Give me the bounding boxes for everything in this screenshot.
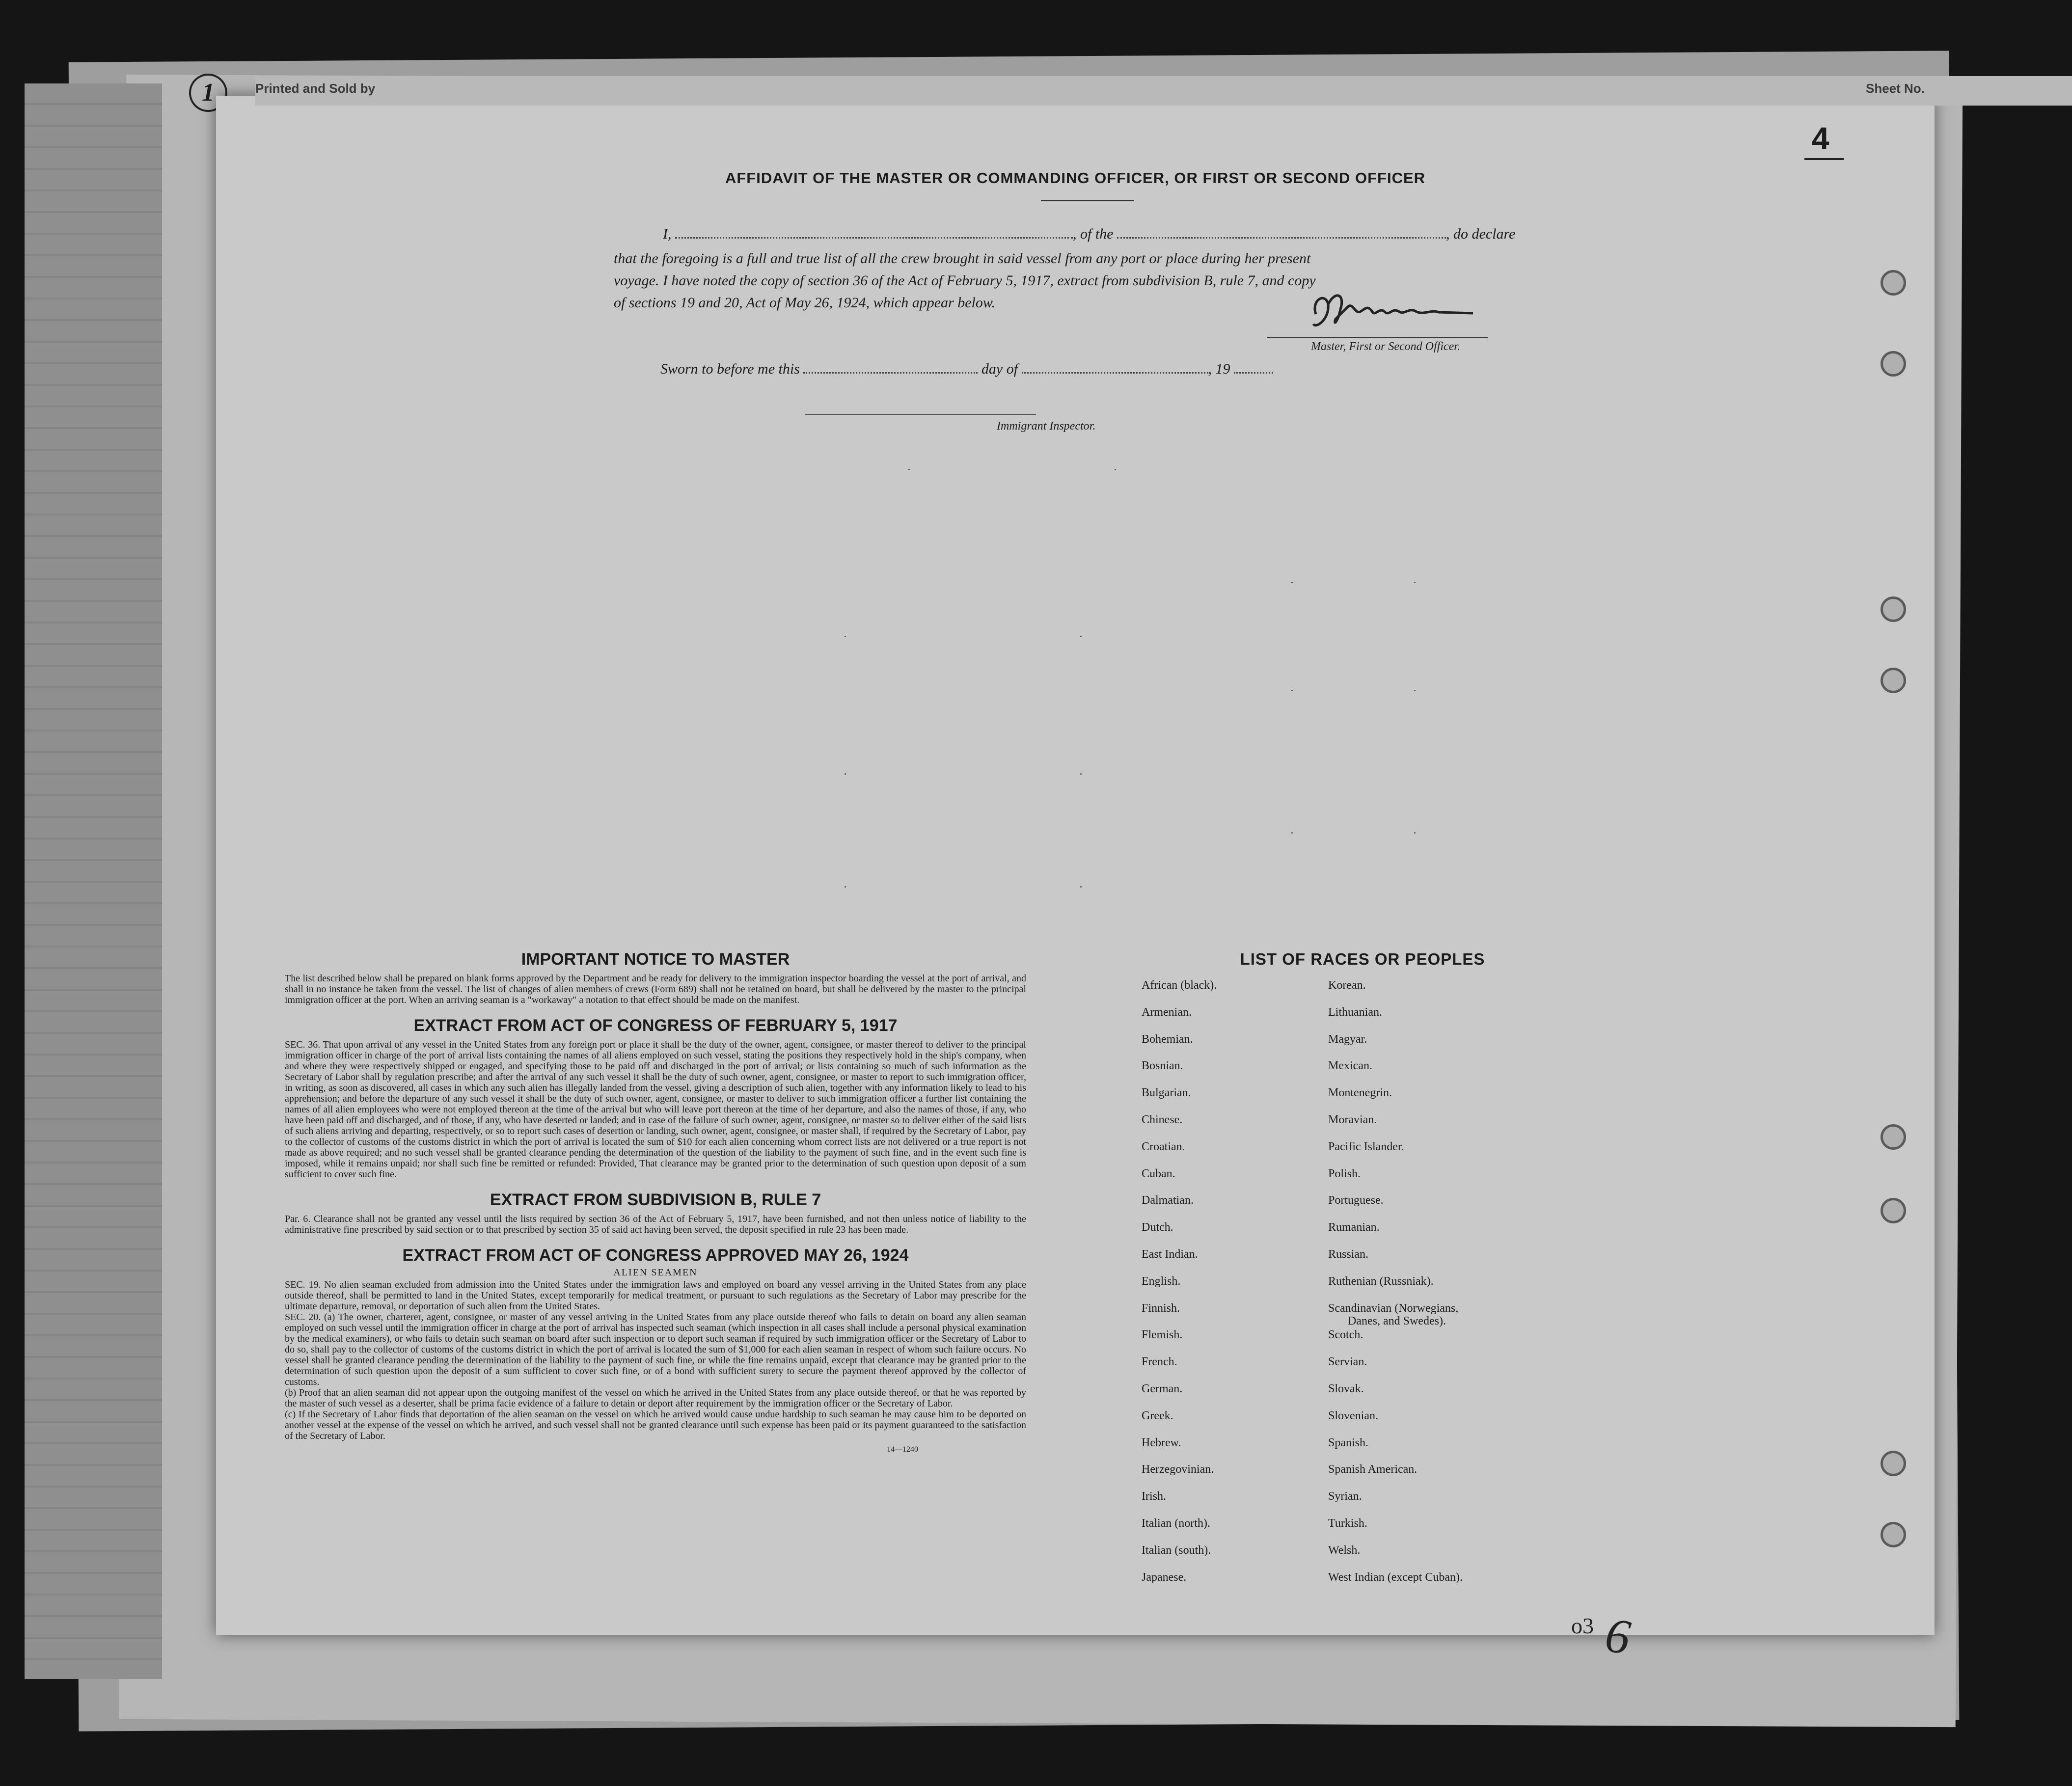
bleed-mark [845,636,846,637]
affidavit-line-1 [663,226,1515,243]
race-item: Portuguese. [1328,1194,1384,1207]
master-label: Master, First or Second Officer. [1311,340,1460,353]
punch-hole [1881,1198,1906,1223]
bleed-mark [1080,886,1082,888]
affidavit-line-3: voyage. I have noted the copy of section 36 of the Act of February 5, 1917, extract from subdivision B, rule 7, and copy [614,272,1316,289]
race-item: Armenian. [1142,1006,1192,1019]
race-item: English. [1142,1275,1181,1288]
punch-hole [1881,270,1906,296]
affidavit-line-4: of sections 19 and 20, Act of May 26, 1924, which appear below. [614,295,996,311]
affidavit-line-2: that the foregoing is a full and true list of all the crew brought in said vessel from any port or place during her present [614,250,1311,267]
race-item: German. [1142,1382,1183,1395]
extract-1924-sec20c: (c) If the Secretary of Labor finds that deportation of the alien seaman on the vessel on which he arrived would cause undue hardship to such seaman he may cause him to be deported on another vessel at the expense of the vessel on which he arrived, and such vessel shall not be granted clearance until such expense has been paid or its payment guaranteed to the satisfaction of the Secretary of Labor. [285,1409,1026,1441]
race-item: Dalmatian. [1142,1194,1194,1207]
race-item: Spanish. [1328,1436,1369,1449]
race-item: Welsh. [1328,1544,1361,1557]
handwritten-mark-small: o3 [1571,1613,1594,1638]
inspector-signature-rule [805,414,1036,415]
race-item: Mexican. [1328,1059,1372,1072]
notice-title: IMPORTANT NOTICE TO MASTER [521,950,790,969]
extract-1917-title: EXTRACT FROM ACT OF CONGRESS OF FEBRUARY 5, 1917 [413,1016,898,1035]
sworn-day-label: day of [981,361,1018,377]
race-item: Bosnian. [1142,1059,1183,1072]
race-item: Polish. [1328,1167,1361,1180]
race-item: Herzegovinian. [1142,1463,1214,1476]
race-item: Russian. [1328,1248,1369,1261]
race-item: French. [1142,1355,1177,1368]
race-item: Syrian. [1328,1490,1362,1503]
race-item: Spanish American. [1328,1463,1418,1476]
race-item: Pacific Islander. [1328,1140,1404,1153]
races-list [1142,950,1583,1584]
race-item: Japanese. [1142,1571,1187,1584]
affidavit-i: I, [663,226,672,242]
race-item: Bulgarian. [1142,1086,1191,1099]
affidavit-of-the: , of the [1073,226,1114,242]
race-item: African (black). [1142,979,1217,992]
bleed-mark [845,773,846,775]
printer-credit: Printed and Sold by [255,81,376,96]
bleed-mark [1414,832,1416,834]
race-item: Montenegrin. [1328,1086,1392,1099]
race-item: Chinese. [1142,1113,1183,1126]
extract-1924-title: EXTRACT FROM ACT OF CONGRESS APPROVED MAY 26, 1924 [402,1246,909,1265]
race-item: Scandinavian (Norwegians, [1328,1302,1459,1315]
sworn-prefix: Sworn to before me this [660,361,800,377]
form-number: 14—1240 [887,1445,918,1454]
extract-rule7-text: Par. 6. Clearance shall not be granted any vessel until the lists required by section 36 of the Act of February 5, 1917, have been furnished, and not then unless notice of liability to the administrative fine prescribed by said section or to that prescribed by section 35 of said act having been served, the deposit specified in rule 23 has been made. [285,1214,1026,1235]
race-item: Rumanian. [1328,1221,1380,1234]
bleed-mark [845,886,846,888]
race-item: Hebrew. [1142,1436,1181,1449]
punch-hole [1881,351,1906,377]
punch-hole [1881,1522,1906,1547]
extract-rule7-title: EXTRACT FROM SUBDIVISION B, RULE 7 [490,1191,821,1209]
document-page [216,81,1935,1665]
race-item: Korean. [1328,979,1366,992]
affidavit-title: AFFIDAVIT OF THE MASTER OR COMMANDING OFFICER, OR FIRST OR SECOND OFFICER [725,169,1426,187]
race-item: Turkish. [1328,1517,1367,1530]
notice-text: The list described below shall be prepared on blank forms approved by the Department and be ready for delivery to the immigration inspector boarding the vessel at the port of arrival, and shall in no instance be taken from the vessel. The list of changes of alien members of crews (Form 689) shall not be retained on board, but shall be delivered by the master to the principal immigration officer at the port. When an arriving seaman is a "workaway" a notation to that effect should be made on the manifest. [285,973,1026,1005]
race-item: Bohemian. [1142,1033,1193,1046]
race-item: Slovak. [1328,1382,1364,1395]
race-item: Slovenian. [1328,1409,1378,1422]
bleed-mark [1414,582,1416,583]
race-item: East Indian. [1142,1248,1198,1261]
race-item: Greek. [1142,1409,1173,1422]
bleed-mark [1414,690,1416,691]
punch-hole [1881,1124,1906,1150]
punch-hole [1881,1451,1906,1476]
race-item: Cuban. [1142,1167,1175,1180]
vessel-blank [1117,232,1446,239]
name-blank [675,232,1073,239]
sheet-number-label: Sheet No. [1866,81,1925,96]
bleed-mark [1291,832,1293,834]
handwritten-mark: 6 [1602,1607,1634,1665]
race-item: Irish. [1142,1490,1166,1503]
race-item: Italian (south). [1142,1544,1211,1557]
race-item: Lithuanian. [1328,1006,1382,1019]
affidavit-declare: , do declare [1446,226,1516,242]
extract-1924-sec19: SEC. 19. No alien seaman excluded from admission into the United States under the immigration laws and employed on board any vessel arriving in the United States from any place outside thereof, shall be permitted to land in the United States, except temporarily for medical treatment, or pursuant to such regulations as the Secretary of Labor may prescribe for the ultimate departure, removal, or deportation of such alien from the United States. [285,1279,1026,1312]
circled-sheet-number: 1 [189,74,227,112]
race-item: Scotch. [1328,1328,1363,1341]
race-item: West Indian (except Cuban). [1328,1571,1463,1584]
bleed-mark [1080,773,1082,775]
bleed-mark [908,469,910,470]
sworn-year-blank [1234,367,1273,374]
race-item-continuation: Danes, and Swedes). [1348,1315,1446,1327]
sworn-year-label: , 19 [1208,361,1230,377]
page-number-underline [1804,158,1844,160]
extract-1917-text: SEC. 36. That upon arrival of any vessel in the United States from any foreign port or place it shall be the duty of the owner, agent, consignee, or master thereof to deliver to the principal immigration officer in charge of the port of arrival lists containing the names of all aliens employed on such vessel, stating the positions they respectively hold in the ship's company, when and where they were respectively shipped or engaged, and specifying those to be paid off and discharged in the port of arrival; or lists containing so much of such information as the Secretary of Labor shall by regulation prescribe; and after the arrival of any such vessel it shall be the duty of such owner, agent, consignee, or master to report to such immigration officer, in writing, as soon as discovered, all cases in which any such alien has illegally landed from the vessel, giving a description of such alien, together with any information likely to lead to his apprehension; and before the departure of any such vessel it shall be the duty of such owner, agent, consignee, or master to deliver to such immigration officer a further list containing the names of all alien employees who were not employed thereon at the time of the arrival but who will leave port thereon at the time of her departure, and also the names of those, if any, who have been paid off and discharged, and of those, if any, who have deserted or landed; and in case of the failure of such owner, agent, consignee, or master so to deliver either of the said lists of such aliens arriving and departing, respectively, or so to report such cases of desertion or landing, such owner, agent, consignee, or master shall, if required by the Secretary of Labor, pay to the collector of customs of the customs district in which the port of arrival is located the sum of $10 for each alien concerning whom correct lists are not delivered or a true report is not made as above required; and no such vessel shall be granted clearance pending the determination of the question of the liability to the payment of such fine, and in the event such fine is imposed, while it remains unpaid; nor shall such fine be remitted or refunded: Provided, That clearance may be granted prior to the determination of such question upon deposit of a sum sufficient to cover such fine. [285,1039,1026,1180]
bleed-mark [1291,690,1293,691]
race-item: Ruthenian (Russniak). [1328,1275,1434,1288]
race-item: Italian (north). [1142,1517,1210,1530]
inspector-label: Immigrant Inspector. [997,420,1096,433]
race-item: Moravian. [1328,1113,1377,1126]
extract-1924-sec20a: SEC. 20. (a) The owner, charterer, agent, consignee, or master of any vessel arriving in the United States from any place outside thereof who fails to detain on board any alien seaman employed on such vessel until the immigration officer in charge at the port of arrival has inspected such seaman (which inspection in all cases shall include a personal physical examination by the medical examiners), or who fails to detain such seaman on board after such inspection or to deport such seaman if required by such immigration officer or the Secretary of Labor to do so, shall pay to the collector of customs of the customs district in which the port of arrival is located the sum of $1,000 for each alien seaman in respect of whom such failure occurs. No vessel shall be granted clearance pending the determination of the liability to the payment of such fine, or while the fine remains unpaid, except that clearance may be granted prior to the determination of such question upon the deposit of a sum sufficient to cover such fine, or of a bond with sufficient surety to secure the payment thereof approved by the collector of customs. [285,1312,1026,1387]
punch-hole [1881,668,1906,693]
race-item: Servian. [1328,1355,1367,1368]
master-signature-rule [1267,337,1488,338]
race-item: Flemish. [1142,1328,1183,1341]
sworn-day-blank [803,367,978,374]
races-columns [1142,979,1583,1584]
race-item: Magyar. [1328,1033,1367,1046]
race-item: Dutch. [1142,1221,1173,1234]
bleed-mark [1115,469,1116,470]
binding-strip [25,83,162,1679]
race-item: Croatian. [1142,1140,1185,1153]
legal-notices [285,950,1026,1454]
top-edge-strip [255,76,2072,106]
extract-1924-sec20b: (b) Proof that an alien seaman did not appear upon the outgoing manifest of the vessel on which he arrived in the United States from any place outside thereof, or that he was reported by the master of such vessel as a deserter, shall be prima facie evidence of a failure to detain or deport after requirement by the immigration officer or the Secretary of Labor. [285,1387,1026,1409]
sworn-month-blank [1022,367,1208,374]
races-title: LIST OF RACES OR PEOPLES [1240,950,1485,968]
title-rule [1041,200,1134,201]
page-number: 4 [1812,121,1829,156]
sworn-line [660,361,1273,378]
bleed-mark [1291,582,1293,583]
extract-1924-subtitle: ALIEN SEAMEN [613,1267,698,1278]
bleed-mark [1080,636,1082,637]
master-signature [1306,285,1483,339]
race-item: Finnish. [1142,1302,1180,1315]
punch-hole [1881,596,1906,622]
